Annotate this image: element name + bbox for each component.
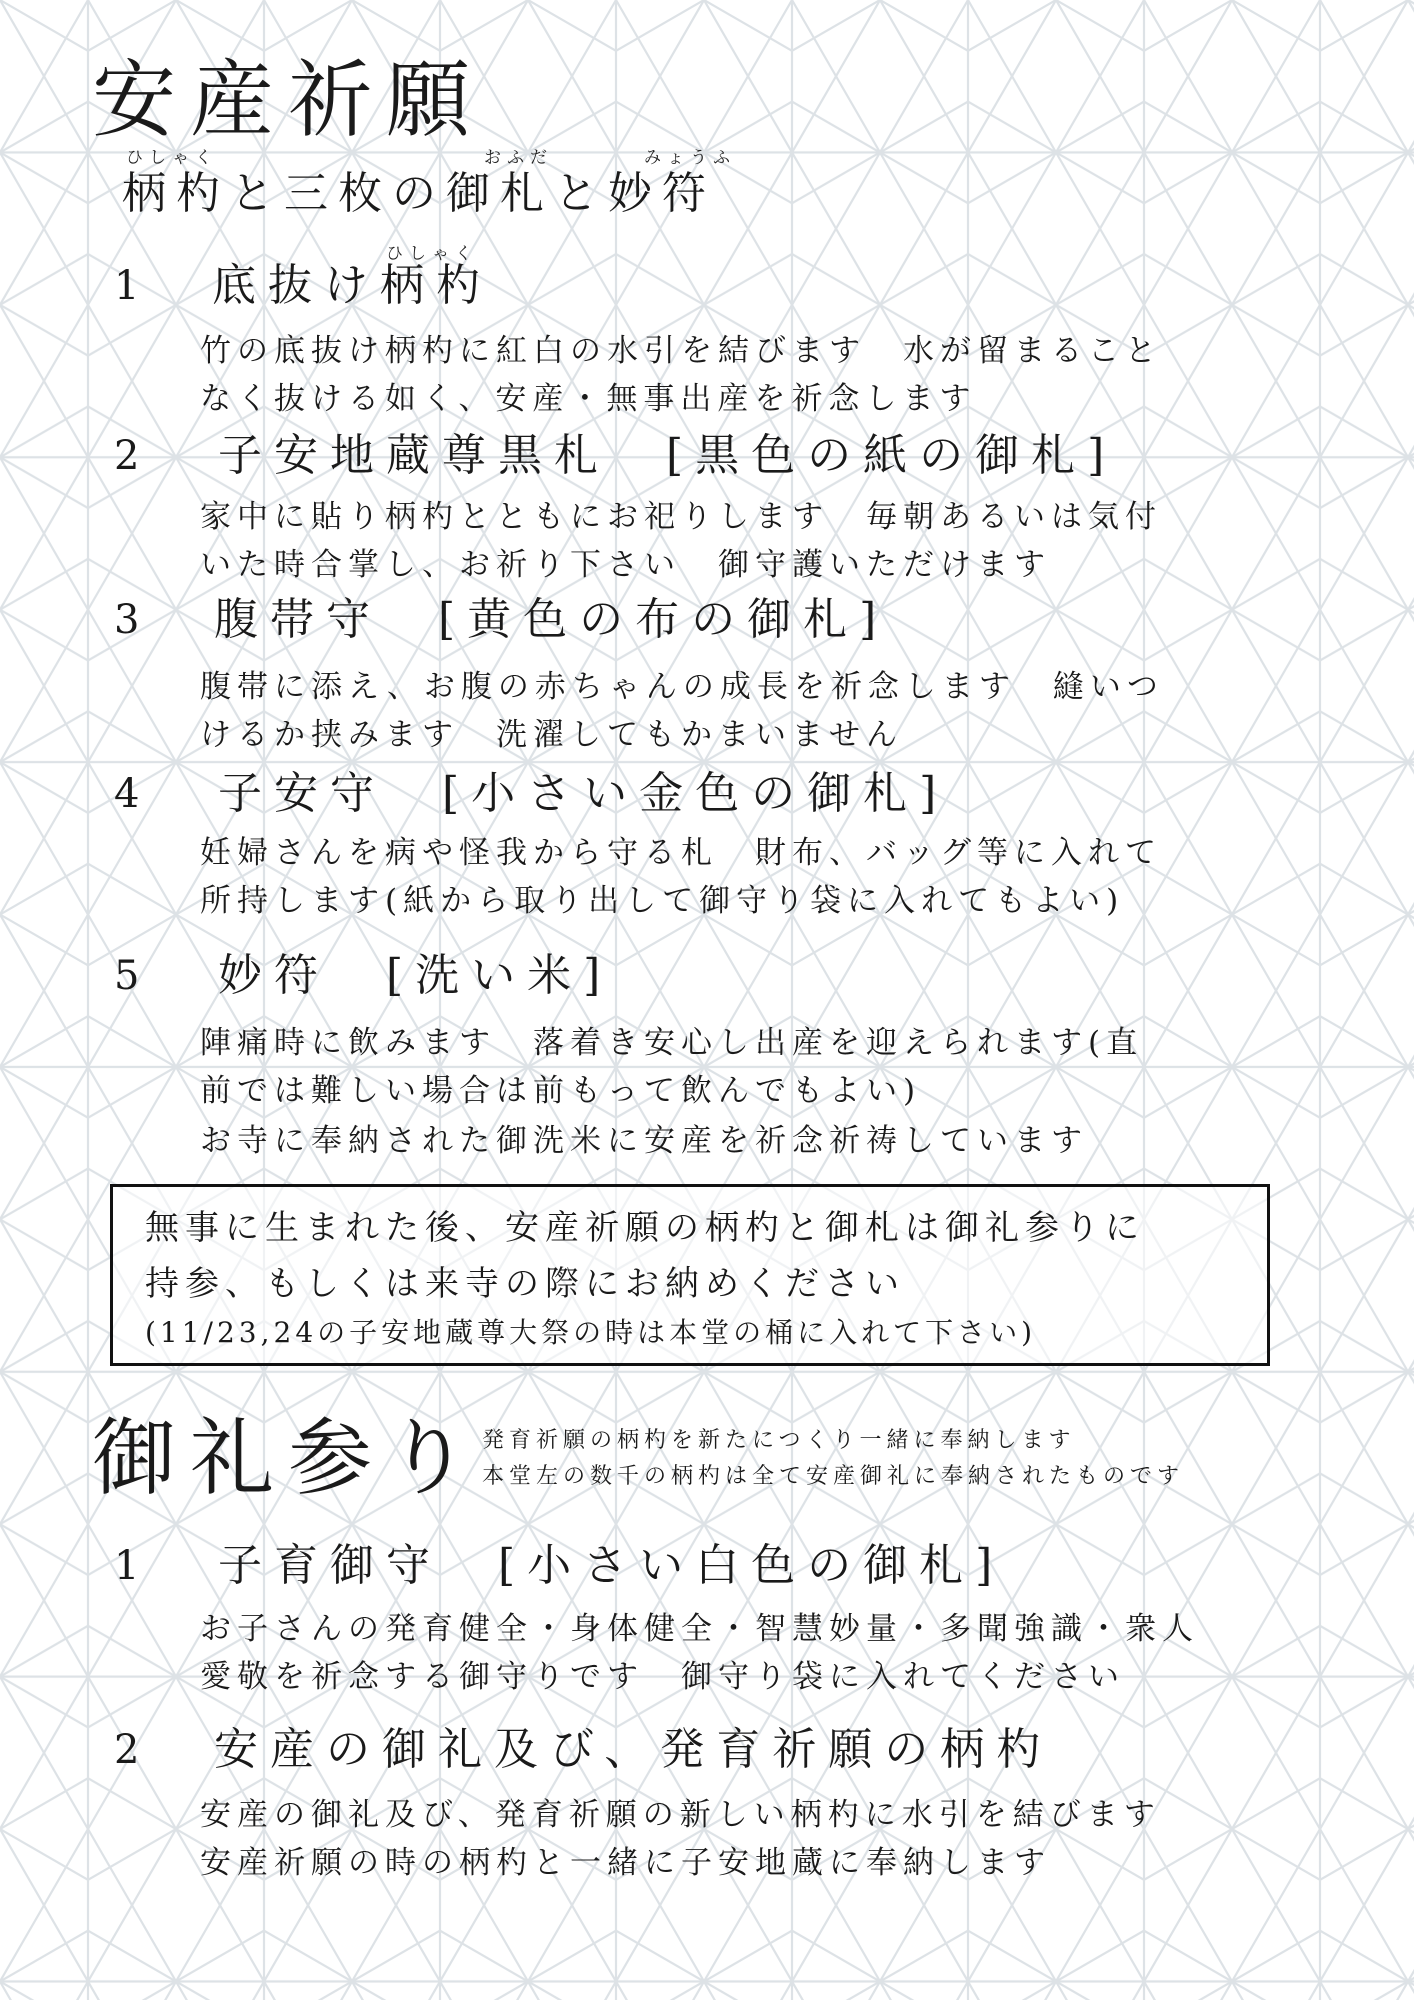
ruby-myoufu: みょうふ [644, 148, 736, 168]
item-text-line: 所持します(紙から取り出して御守り袋に入れてもよい) [200, 883, 1125, 919]
item-number: 2 [114, 1727, 140, 1773]
item-number: 2 [114, 433, 140, 479]
section-note: 発育祈願の柄杓を新たにつくり一緒に奉納します [482, 1428, 1076, 1453]
item-text-line: 陣痛時に飲みます 落着き安心し出産を迎えられます(直 [200, 1025, 1144, 1061]
item-text-line: お子さんの発育健全・身体健全・智慧妙量・多聞強識・衆人 [200, 1611, 1199, 1647]
item-text-line: 家中に貼り柄杓とともにお祀りします 毎朝あるいは気付 [200, 499, 1162, 535]
page-subtitle: 柄杓と三枚の御札と妙符 [122, 168, 716, 219]
item-text-line: 竹の底抜け柄杓に紅白の水引を結びます 水が留まること [200, 333, 1162, 369]
notice-line: 無事に生まれた後、安産祈願の柄杓と御札は御礼参りに [145, 1208, 1145, 1248]
item-text-line: いた時合掌し、お祈り下さい 御守護いただけます [200, 547, 1051, 583]
page-title: 安産祈願 [92, 51, 485, 149]
item-heading: 底抜け柄杓 [212, 260, 492, 311]
item-heading: 安産の御礼及び、発育祈願の柄杓 [214, 1724, 1053, 1775]
notice-line: (11/23,24の子安地蔵尊大祭の時は本堂の桶に入れて下さい) [145, 1316, 1037, 1349]
item-text-line: 妊婦さんを病や怪我から守る札 財布、バッグ等に入れて [200, 835, 1162, 871]
item-text-line: 腹帯に添え、お腹の赤ちゃんの成長を祈念します 縫いつ [200, 669, 1164, 705]
item-number: 1 [114, 263, 140, 309]
item-heading: 子安地蔵尊黒札 [黒色の紙の御札] [218, 430, 1117, 481]
item-heading: 子育御守 [小さい白色の御札] [218, 1540, 1005, 1591]
ruby-hishaku: ひしゃく [126, 148, 218, 168]
item-heading: 腹帯守 [黄色の布の御札] [214, 594, 889, 645]
item-heading: 妙符 [洗い米] [218, 950, 613, 1001]
item-number: 1 [114, 1543, 140, 1589]
section-note: 本堂左の数千の柄杓は全て安産御礼に奉納されたものです [482, 1464, 1185, 1489]
item-number: 4 [114, 771, 140, 817]
notice-line: 持参、もしくは来寺の際にお納めください [145, 1264, 905, 1304]
item-text-line: 愛敬を祈念する御守りです 御守り袋に入れてください [200, 1659, 1125, 1695]
item-text-line: けるか挟みます 洗濯してもかまいません [200, 717, 903, 753]
item-number: 3 [114, 597, 140, 643]
item-text-line: 安産祈願の時の柄杓と一緒に子安地蔵に奉納します [200, 1845, 1051, 1881]
item-text-line: 安産の御礼及び、発育祈願の新しい柄杓に水引を結びます [200, 1797, 1161, 1833]
notice-box [110, 1184, 1270, 1366]
ruby-ofuda: おふだ [484, 148, 553, 168]
item-heading: 子安守 [小さい金色の御札] [218, 768, 949, 819]
item-text-line: お寺に奉納された御洗米に安産を祈念祈祷しています [200, 1123, 1088, 1159]
item-number: 5 [114, 953, 140, 999]
heading-ruby: ひしゃく [386, 244, 478, 264]
item-text-line: なく抜ける如く、安産・無事出産を祈念します [200, 381, 977, 417]
section-title: 御礼参り [92, 1409, 485, 1507]
item-text-line: 前では難しい場合は前もって飲んでもよい) [200, 1073, 922, 1109]
